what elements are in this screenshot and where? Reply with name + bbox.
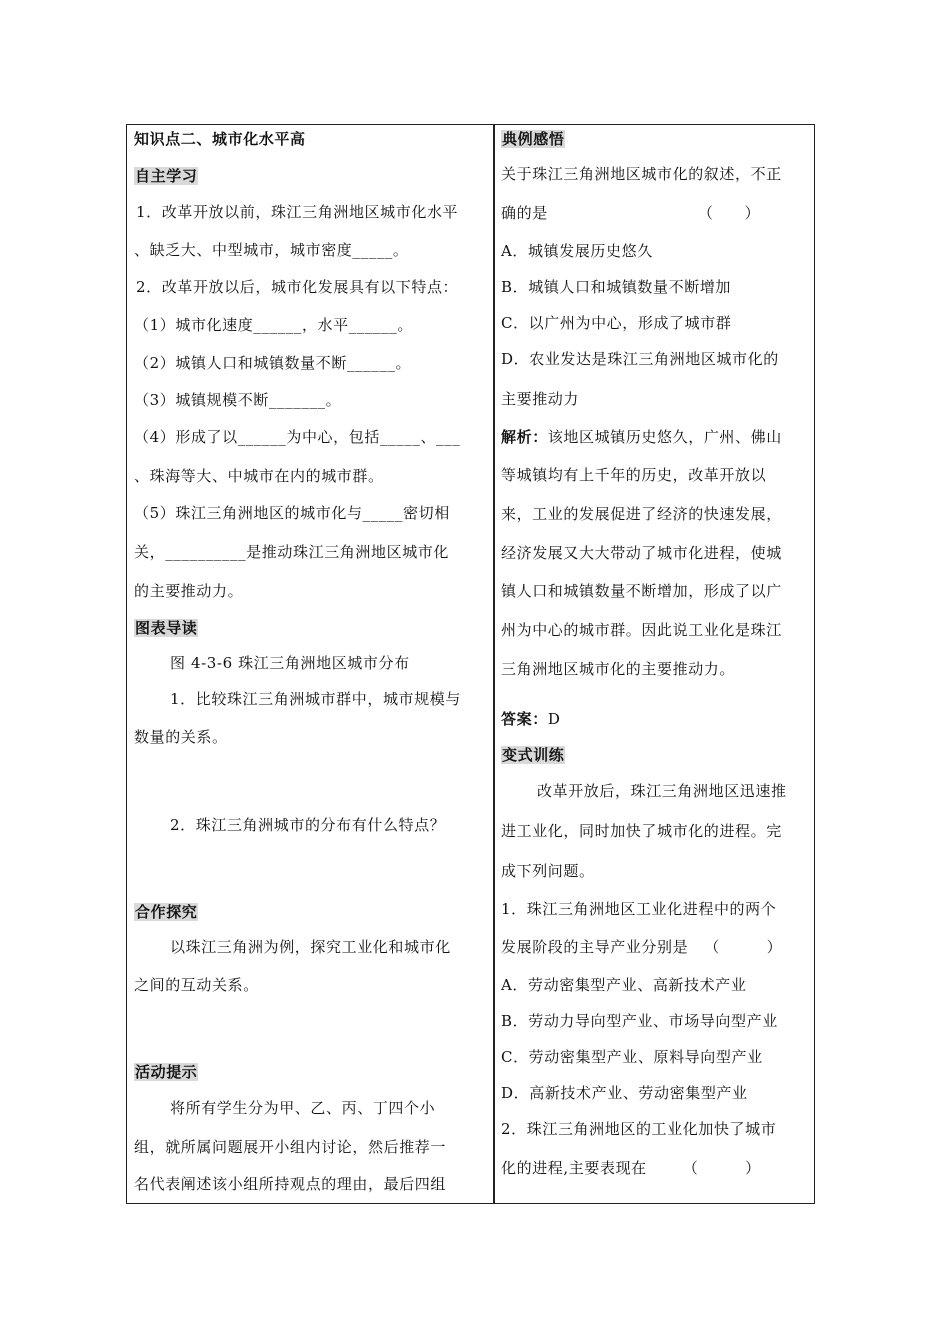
- example-heading: 典例感悟: [502, 130, 565, 148]
- analysis-line: 来，工业的发展促进了经济的快速发展，: [501, 505, 782, 523]
- analysis-line: 等城镇均有上千年的历史，改革开放以: [501, 466, 767, 484]
- self-study-line: 关，__________是推动珠江三角洲地区城市化: [134, 543, 450, 561]
- variant-option-c: C．劳动密集型产业、原料导向型产业: [501, 1048, 763, 1066]
- variant-intro-line: 进工业化，同时加快了城市化的进程。完: [501, 822, 782, 840]
- self-study-line: （1）城市化速度______，水平______。: [134, 316, 413, 334]
- question-line: 2．珠江三角洲城市的分布有什么特点？: [170, 816, 446, 834]
- answer-bracket: （ ）: [697, 204, 761, 222]
- variant-q2-line: [501, 1158, 761, 1178]
- chart-guide-heading: 图表导读: [135, 619, 198, 637]
- answer-label: 答案：: [501, 710, 548, 728]
- variant-q2-line: 2．珠江三角洲地区的工业化加快了城市: [501, 1120, 777, 1138]
- example-question-text: 确的是: [501, 204, 548, 222]
- cooperation-heading: 合作探究: [135, 903, 198, 921]
- self-study-line: （2）城镇人口和城镇数量不断______。: [134, 354, 412, 372]
- figure-caption: 图 4-3-6 珠江三角洲地区城市分布: [170, 654, 410, 672]
- variant-q1-line: 1．珠江三角洲地区工业化进程中的两个: [501, 900, 777, 918]
- self-study-line: （5）珠江三角洲地区的城市化与_____密切相: [134, 504, 450, 522]
- self-study-line: 2．改革开放以后，城市化发展具有以下特点：: [136, 278, 459, 296]
- self-study-line: 、缺乏大、中型城市，城市密度_____。: [134, 241, 409, 259]
- self-study-line: 的主要推动力。: [134, 582, 244, 600]
- self-study-heading: 自主学习: [135, 167, 198, 185]
- activity-heading: 活动提示: [135, 1063, 198, 1081]
- question-line: 1．比较珠江三角洲城市群中，城市规模与: [170, 690, 461, 708]
- option-c: C．以广州为中心，形成了城市群: [501, 314, 732, 332]
- analysis-text: 该地区城镇历史悠久，广州、佛山: [547, 428, 782, 446]
- variant-intro-line: 改革开放后，珠江三角洲地区迅速推: [537, 782, 787, 800]
- analysis-line: [501, 427, 782, 447]
- example-question-line: [501, 203, 760, 223]
- cooperation-line: 以珠江三角洲为例，探究工业化和城市化: [170, 938, 451, 956]
- analysis-line: 镇人口和城镇数量不断增加，形成了以广: [501, 582, 782, 600]
- variant-intro-line: 成下列问题。: [501, 862, 595, 880]
- option-a: A．城镇发展历史悠久: [501, 242, 653, 260]
- option-d-continued: 主要推动力: [501, 390, 580, 408]
- activity-line: 组，就所属问题展开小组内讨论，然后推荐一: [134, 1138, 447, 1156]
- answer-value: D: [547, 710, 561, 728]
- variant-option-a: A．劳动密集型产业、高新技术产业: [501, 976, 747, 994]
- variant-option-d: D．高新技术产业、劳动密集型产业: [501, 1084, 748, 1102]
- option-d: D．农业发达是珠江三角洲地区城市化的: [501, 350, 779, 368]
- q2-bracket: （ ）: [682, 1159, 761, 1177]
- analysis-line: 三角洲地区城市化的主要推动力。: [501, 660, 736, 678]
- activity-line: 名代表阐述该小组所持观点的理由，最后四组: [134, 1175, 447, 1193]
- variant-q2-text: 化的进程,主要表现在: [501, 1159, 647, 1177]
- q1-bracket: （ ）: [704, 938, 783, 956]
- analysis-label: 解析：: [501, 428, 548, 446]
- analysis-line: 经济发展又大大带动了城市化进程，使城: [501, 544, 782, 562]
- self-study-line: （4）形成了以______为中心，包括_____、___: [134, 428, 461, 446]
- variant-heading: 变式训练: [502, 746, 565, 764]
- section-title: 知识点二、城市化水平高: [134, 130, 306, 148]
- self-study-line: 1．改革开放以前，珠江三角洲地区城市化水平: [136, 203, 459, 221]
- answer-line: [501, 709, 560, 729]
- cooperation-line: 之间的互动关系。: [134, 976, 259, 994]
- self-study-line: 、珠海等大、中城市在内的城市群。: [134, 467, 384, 485]
- question-line: 数量的关系。: [134, 728, 228, 746]
- example-question-line: 关于珠江三角洲地区城市化的叙述，不正: [501, 165, 782, 183]
- option-b: B．城镇人口和城镇数量不断增加: [501, 278, 732, 296]
- activity-line: 将所有学生分为甲、乙、丙、丁四个小: [170, 1099, 436, 1117]
- variant-q1-line: [501, 937, 782, 957]
- analysis-line: 州为中心的城市群。因此说工业化是珠江: [501, 621, 782, 639]
- self-study-line: （3）城镇规模不断_______。: [134, 391, 342, 409]
- variant-q1-text: 发展阶段的主导产业分别是: [501, 938, 689, 956]
- variant-option-b: B．劳动力导向型产业、市场导向型产业: [501, 1012, 778, 1030]
- column-divider: [493, 124, 495, 1204]
